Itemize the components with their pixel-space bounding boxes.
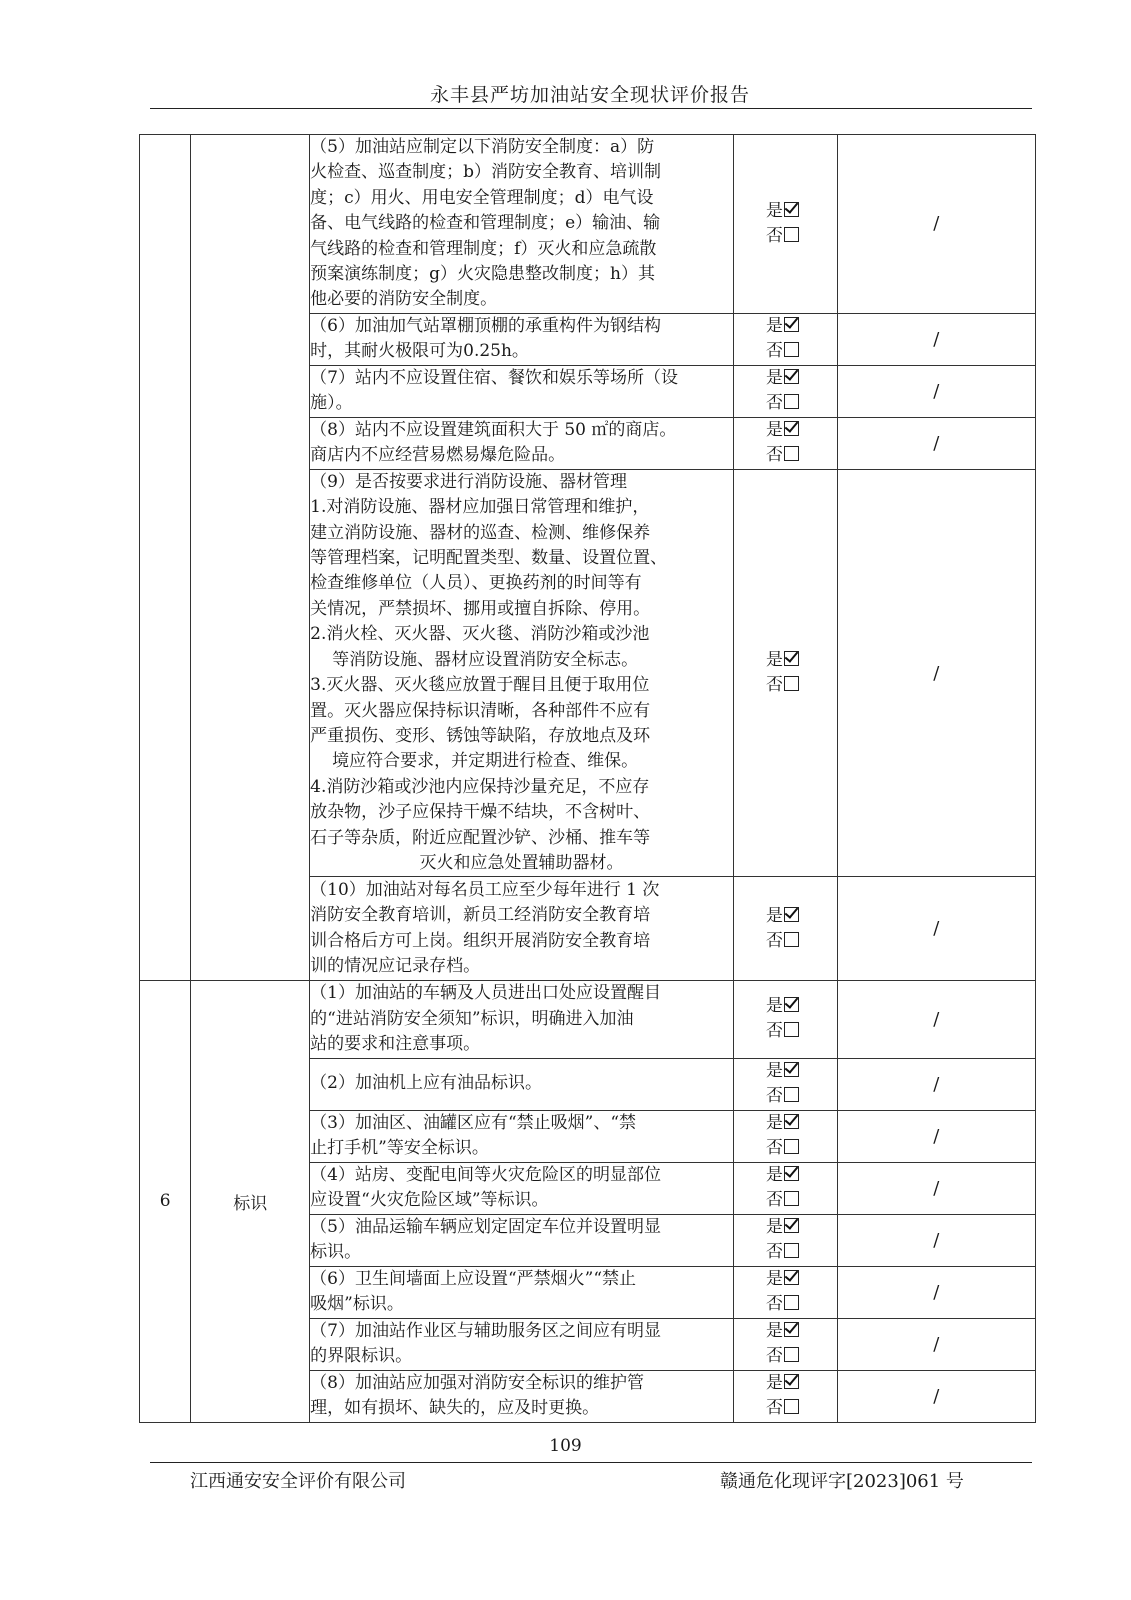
- no-checkbox[interactable]: [784, 1399, 799, 1414]
- no-checkbox[interactable]: [784, 1295, 799, 1310]
- yes-option[interactable]: [766, 994, 837, 1019]
- yes-label: 是: [765, 1217, 783, 1238]
- no-label: 否: [765, 675, 783, 696]
- compliance-check: [733, 1110, 837, 1162]
- requirement-line: 等管理档案，记明配置类型、数量、设置位置、: [310, 548, 668, 569]
- yes-label: 是: [765, 1113, 783, 1134]
- yes-checkbox[interactable]: [784, 1270, 799, 1285]
- remark-cell: /: [837, 417, 1035, 469]
- requirement-line: 应设置“火灾危险区域”等标识。: [310, 1190, 549, 1211]
- no-label: 否: [765, 1398, 783, 1419]
- requirement-line: 关情况，严禁损坏、挪用或擅自拆除、停用。: [310, 598, 651, 619]
- remark-cell: /: [837, 1266, 1035, 1318]
- remark-cell: /: [837, 1318, 1035, 1370]
- requirement-line: （4）站房、变配电间等火灾危险区的明显部位: [310, 1164, 661, 1185]
- yes-option[interactable]: [766, 1371, 837, 1396]
- no-label: 否: [765, 1242, 783, 1263]
- no-label: 否: [765, 1294, 783, 1315]
- no-label: 否: [765, 1021, 783, 1042]
- requirement-line: （1）加油站的车辆及人员进出口处应设置醒目: [310, 983, 661, 1004]
- requirement-text: [310, 365, 734, 417]
- no-checkbox[interactable]: [784, 1243, 799, 1258]
- yes-checkbox[interactable]: [784, 1166, 799, 1181]
- yes-label: 是: [765, 200, 783, 221]
- remark-cell: /: [837, 1110, 1035, 1162]
- no-label: 否: [765, 393, 783, 414]
- requirement-line: （7）站内不应设置住宿、餐饮和娱乐等场所（设: [310, 367, 678, 388]
- requirement-line: （6）卫生间墙面上应设置“严禁烟火”“禁止: [310, 1268, 637, 1289]
- no-option[interactable]: [766, 391, 837, 416]
- requirement-line: 理，如有损坏、缺失的，应及时更换。: [310, 1398, 600, 1419]
- requirement-text: [310, 469, 734, 877]
- yes-checkbox[interactable]: [784, 1114, 799, 1129]
- remark-cell: /: [837, 135, 1035, 314]
- yes-option[interactable]: [766, 1059, 837, 1084]
- no-option[interactable]: [766, 1136, 837, 1161]
- compliance-check: [733, 313, 837, 365]
- requirement-text: [310, 1318, 734, 1370]
- report-title: 永丰县严坊加油站安全现状评价报告: [429, 84, 750, 106]
- remark-cell: /: [837, 981, 1035, 1058]
- no-option[interactable]: [766, 1084, 837, 1109]
- requirement-line: （6）加油加气站罩棚顶棚的承重构件为钢结构: [310, 315, 661, 336]
- yes-checkbox[interactable]: [784, 1322, 799, 1337]
- requirement-line: 消防安全教育培训，新员工经消防安全教育培: [310, 905, 651, 926]
- requirement-line: 检查维修单位（人员）、更换药剂的时间等有: [310, 573, 642, 594]
- no-option[interactable]: [766, 1344, 837, 1369]
- evaluation-table: [139, 134, 1036, 1423]
- yes-option[interactable]: [766, 1267, 837, 1292]
- requirement-line: 石子等杂质，附近应配置沙铲、沙桶、推车等: [310, 827, 651, 848]
- compliance-check: [733, 1318, 837, 1370]
- no-checkbox[interactable]: [784, 1087, 799, 1102]
- item-number-cell: 6: [140, 981, 191, 1422]
- requirement-line: 施）。: [310, 393, 353, 414]
- no-label: 否: [765, 1190, 783, 1211]
- no-option[interactable]: [766, 1396, 837, 1421]
- requirement-line: （8）站内不应设置建筑面积大于 50 ㎡的商店。: [310, 419, 677, 440]
- table-row: [140, 135, 1036, 314]
- requirement-line: 放杂物，沙子应保持干燥不结块，不含树叶、: [310, 802, 651, 823]
- requirement-line: 时，其耐火极限可为0.25h。: [310, 341, 529, 362]
- footer-doc-number: 赣通危化现评字[2023]061 号: [720, 1471, 964, 1492]
- requirement-text: [310, 1214, 734, 1266]
- requirement-line: 等消防设施、器材应设置消防安全标志。: [332, 649, 639, 670]
- requirement-line: （7）加油站作业区与辅助服务区之间应有明显: [310, 1320, 661, 1341]
- requirement-text: [310, 1162, 734, 1214]
- compliance-check: [733, 1214, 837, 1266]
- requirement-line: 置。灭火器应保持标识清晰，各种部件不应有: [310, 700, 651, 721]
- no-checkbox[interactable]: [784, 1191, 799, 1206]
- requirement-text: [310, 313, 734, 365]
- no-option[interactable]: [766, 673, 837, 698]
- requirement-line: 火检查、巡查制度；b）消防安全教育、培训制: [310, 162, 662, 183]
- yes-option[interactable]: [766, 1163, 837, 1188]
- requirement-line: 止打手机”等安全标识。: [310, 1138, 489, 1159]
- yes-label: 是: [765, 1061, 783, 1082]
- requirement-line: 3.灭火器、灭火毯应放置于醒目且便于取用位: [310, 675, 650, 696]
- yes-option[interactable]: [766, 1319, 837, 1344]
- yes-checkbox[interactable]: [784, 907, 799, 922]
- compliance-check: [733, 469, 837, 877]
- requirement-text: [310, 1266, 734, 1318]
- yes-option[interactable]: [766, 1215, 837, 1240]
- no-checkbox[interactable]: [784, 676, 799, 691]
- no-option[interactable]: [766, 1240, 837, 1265]
- header-divider: [150, 108, 1032, 109]
- yes-checkbox[interactable]: [784, 369, 799, 384]
- requirement-text: [310, 981, 734, 1058]
- yes-option[interactable]: [766, 418, 837, 443]
- requirement-line: 商店内不应经营易燃易爆危险品。: [310, 445, 566, 466]
- no-option[interactable]: [766, 339, 837, 364]
- yes-label: 是: [765, 996, 783, 1017]
- requirement-line: （9）是否按要求进行消防设施、器材管理: [310, 471, 627, 492]
- compliance-check: [733, 1162, 837, 1214]
- requirement-line: 站的要求和注意事项。: [310, 1034, 481, 1055]
- yes-option[interactable]: [766, 314, 837, 339]
- yes-option[interactable]: [766, 904, 837, 929]
- compliance-check: [733, 981, 837, 1058]
- no-option[interactable]: [766, 1292, 837, 1317]
- yes-checkbox[interactable]: [784, 997, 799, 1012]
- yes-checkbox[interactable]: [784, 1218, 799, 1233]
- no-label: 否: [765, 341, 783, 362]
- remark-cell: /: [837, 1058, 1035, 1110]
- requirement-line: 预案演练制度；g）火灾隐患整改制度；h）其: [310, 264, 655, 285]
- requirement-text: [310, 1370, 734, 1422]
- requirement-line: 标识。: [310, 1242, 362, 1263]
- yes-label: 是: [765, 1321, 783, 1342]
- no-label: 否: [765, 1138, 783, 1159]
- requirement-line: 训的情况应记录存档。: [310, 956, 481, 977]
- requirement-line: 的界限标识。: [310, 1346, 413, 1367]
- yes-label: 是: [765, 905, 783, 926]
- compliance-check: [733, 1266, 837, 1318]
- remark-cell: /: [837, 1370, 1035, 1422]
- requirement-line: 训合格后方可上岗。组织开展消防安全教育培: [310, 930, 651, 951]
- remark-cell: /: [837, 365, 1035, 417]
- remark-cell: /: [837, 1162, 1035, 1214]
- requirement-line: （2）加油机上应有油品标识。: [310, 1073, 542, 1094]
- requirement-line: 的“进站消防安全须知”标识，明确进入加油: [310, 1008, 634, 1029]
- requirement-line: 4.消防沙箱或沙池内应保持沙量充足，不应存: [310, 776, 650, 797]
- compliance-check: [733, 1058, 837, 1110]
- requirement-line: （5）加油站应制定以下消防安全制度：a）防: [310, 137, 655, 157]
- yes-checkbox[interactable]: [784, 202, 799, 217]
- remark-cell: /: [837, 469, 1035, 877]
- compliance-check: [733, 135, 837, 314]
- requirement-text: [310, 1058, 734, 1110]
- no-option[interactable]: [766, 1188, 837, 1213]
- yes-option[interactable]: [766, 1111, 837, 1136]
- yes-label: 是: [765, 316, 783, 337]
- yes-label: 是: [765, 1373, 783, 1394]
- remark-cell: /: [837, 1214, 1035, 1266]
- remark-cell: /: [837, 313, 1035, 365]
- yes-label: 是: [765, 368, 783, 389]
- requirement-line: 境应符合要求，并定期进行检查、维保。: [332, 751, 639, 772]
- yes-checkbox[interactable]: [784, 317, 799, 332]
- yes-option[interactable]: [766, 199, 837, 224]
- requirement-text: [310, 417, 734, 469]
- no-option[interactable]: [766, 224, 837, 249]
- yes-checkbox[interactable]: [784, 1374, 799, 1389]
- requirement-line: 吸烟”标识。: [310, 1294, 404, 1315]
- yes-checkbox[interactable]: [784, 421, 799, 436]
- no-checkbox[interactable]: [784, 932, 799, 947]
- requirement-line: 1.对消防设施、器材应加强日常管理和维护，: [310, 497, 650, 518]
- requirement-line: 2.消火栓、灭火器、灭火毯、消防沙箱或沙池: [310, 624, 650, 645]
- requirement-text: [310, 877, 734, 981]
- compliance-check: [733, 417, 837, 469]
- yes-checkbox[interactable]: [784, 651, 799, 666]
- yes-label: 是: [765, 650, 783, 671]
- requirement-line: （3）加油区、油罐区应有“禁止吸烟”、“禁: [310, 1112, 637, 1133]
- no-label: 否: [765, 930, 783, 951]
- no-label: 否: [765, 1086, 783, 1107]
- yes-checkbox[interactable]: [784, 1062, 799, 1077]
- requirement-line: （10）加油站对每名员工应至少每年进行 1 次: [310, 880, 660, 901]
- category-cell: [191, 135, 310, 981]
- yes-option[interactable]: [766, 648, 837, 673]
- requirement-line: 备、电气线路的检查和管理制度；e）输油、输: [310, 213, 661, 234]
- table-row: [140, 981, 1036, 1058]
- no-option[interactable]: [766, 443, 837, 468]
- compliance-check: [733, 365, 837, 417]
- yes-label: 是: [765, 1165, 783, 1186]
- compliance-check: [733, 1370, 837, 1422]
- category-cell: 标识: [191, 981, 310, 1422]
- requirement-line: 气线路的检查和管理制度；f）灭火和应急疏散: [310, 238, 657, 259]
- requirement-line: 严重损伤、变形、锈蚀等缺陷，存放地点及环: [310, 725, 651, 746]
- compliance-check: [733, 877, 837, 981]
- yes-label: 是: [765, 1269, 783, 1290]
- page-number: 109: [549, 1436, 582, 1456]
- no-label: 否: [765, 445, 783, 466]
- no-checkbox[interactable]: [784, 446, 799, 461]
- no-checkbox[interactable]: [784, 394, 799, 409]
- remark-cell: /: [837, 877, 1035, 981]
- yes-label: 是: [765, 420, 783, 441]
- no-checkbox[interactable]: [784, 1139, 799, 1154]
- no-label: 否: [765, 1346, 783, 1367]
- requirement-line: 建立消防设施、器材的巡查、检测、维修保养: [310, 522, 651, 543]
- no-checkbox[interactable]: [784, 342, 799, 357]
- no-option[interactable]: [766, 929, 837, 954]
- footer-company: 江西通安安全评价有限公司: [190, 1471, 406, 1492]
- requirement-line: 灭火和应急处置辅助器材。: [419, 852, 624, 873]
- footer-divider: [150, 1462, 1032, 1463]
- no-option[interactable]: [766, 1019, 837, 1044]
- requirement-line: 度；c）用火、用电安全管理制度；d）电气设: [310, 187, 654, 208]
- requirement-text: [310, 135, 734, 314]
- requirement-line: （8）加油站应加强对消防安全标识的维护管: [310, 1372, 644, 1393]
- item-number-cell: [140, 135, 191, 981]
- no-checkbox[interactable]: [784, 227, 799, 242]
- no-checkbox[interactable]: [784, 1347, 799, 1362]
- no-label: 否: [765, 225, 783, 246]
- requirement-line: （5）油品运输车辆应划定固定车位并设置明显: [310, 1216, 661, 1237]
- yes-option[interactable]: [766, 366, 837, 391]
- requirement-text: [310, 1110, 734, 1162]
- requirement-line: 他必要的消防安全制度。: [310, 289, 498, 310]
- no-checkbox[interactable]: [784, 1022, 799, 1037]
